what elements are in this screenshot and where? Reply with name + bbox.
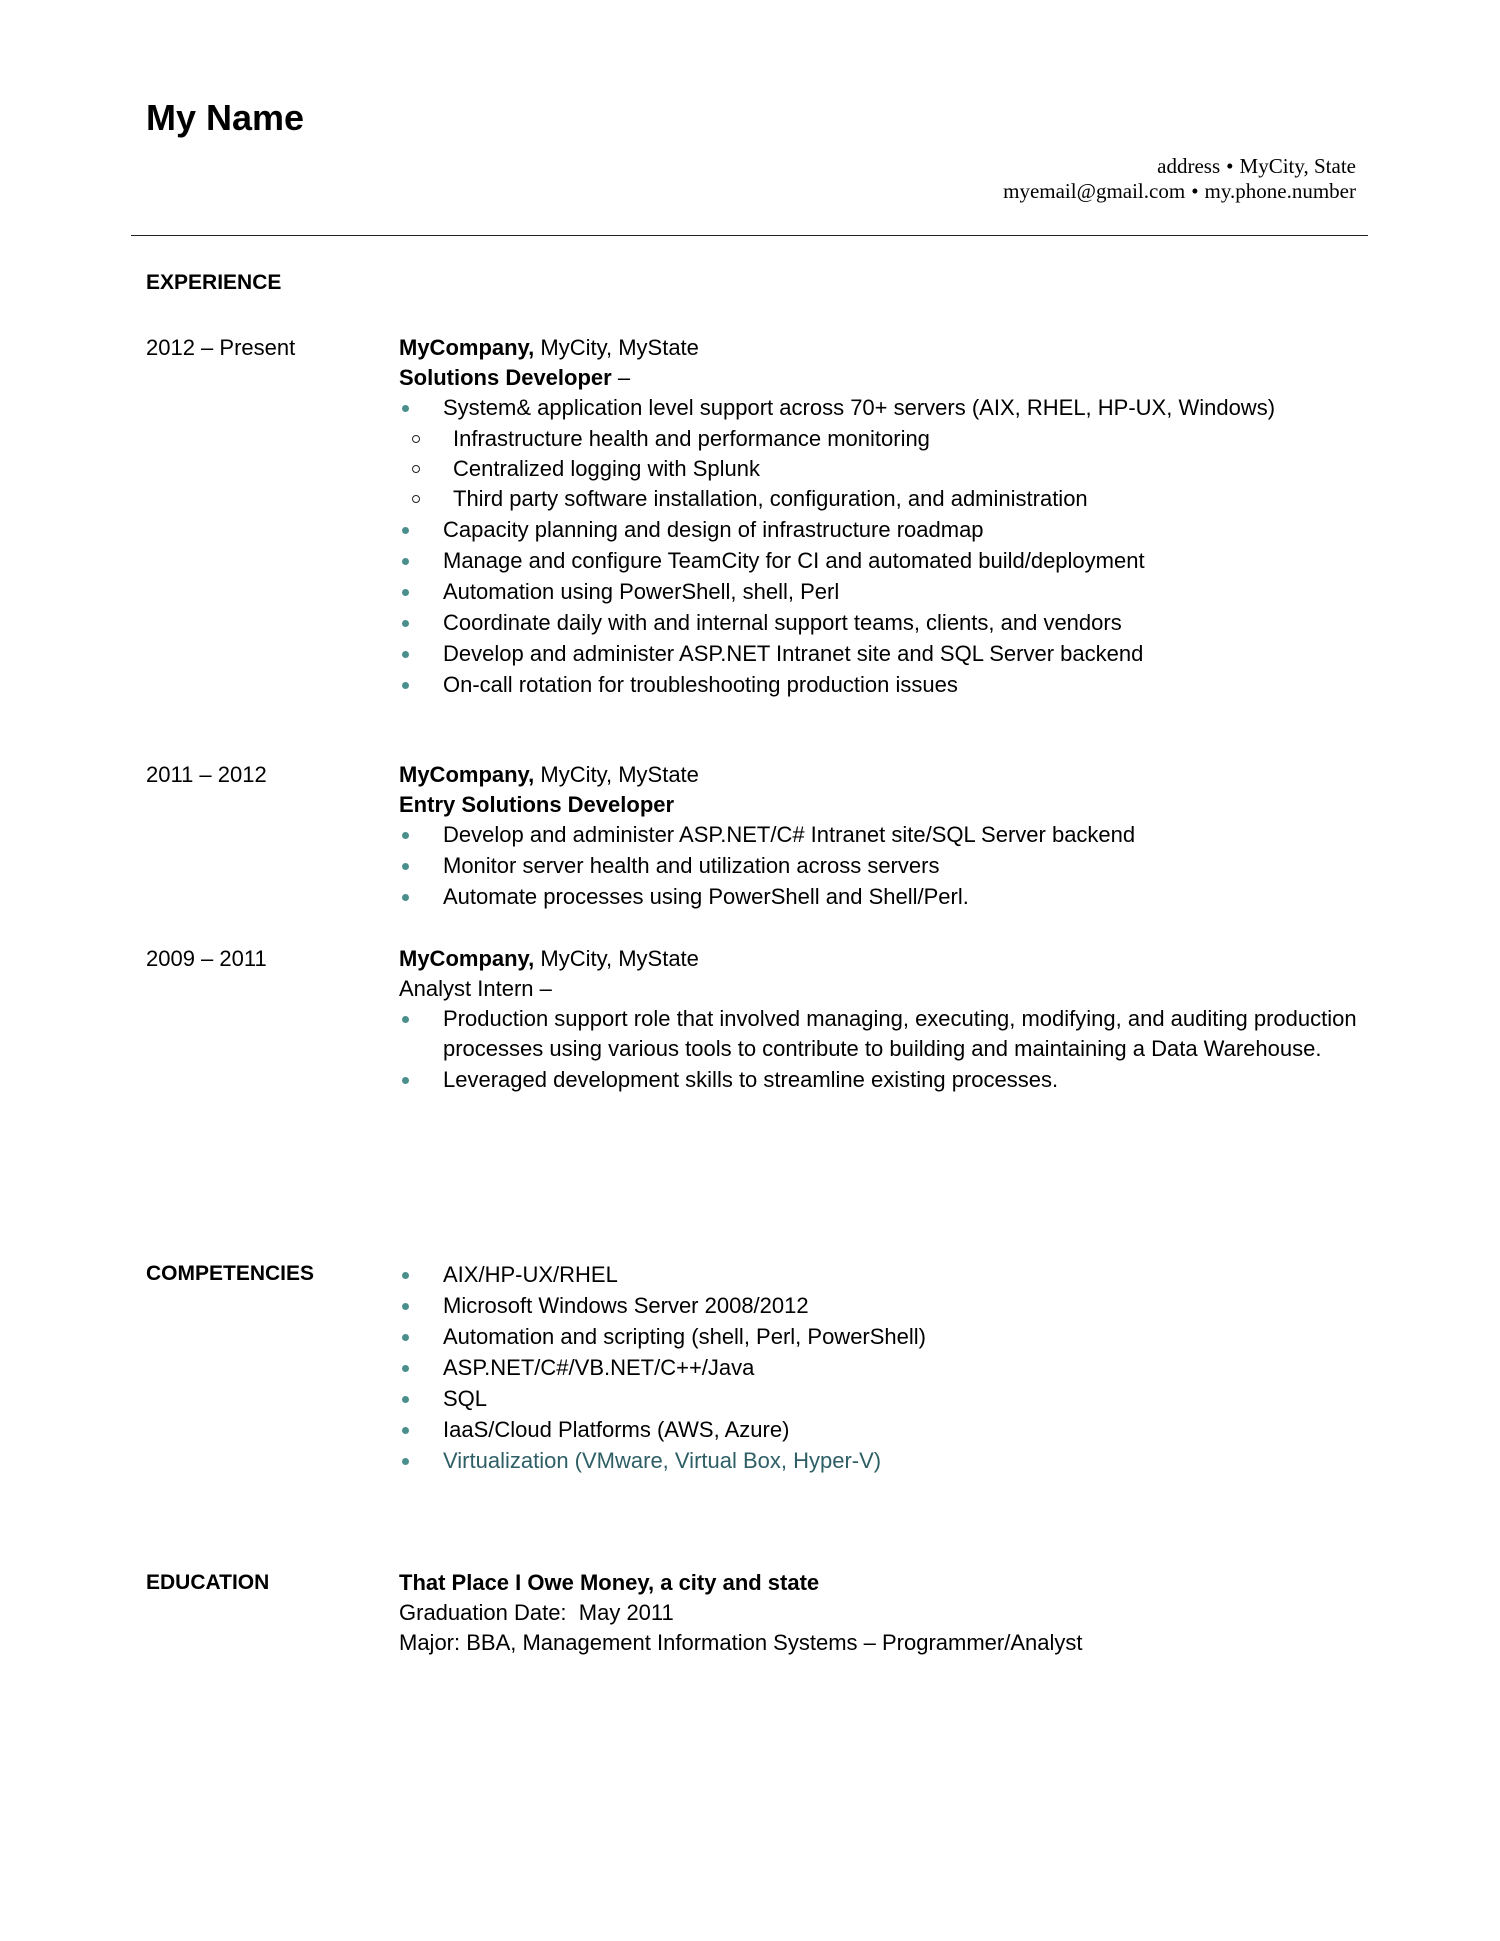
job-2-dates: 2011 – 2012 — [146, 762, 267, 787]
competency-text: SQL — [443, 1386, 488, 1411]
job-3-dates: 2009 – 2011 — [146, 946, 267, 971]
list-item — [399, 1065, 1359, 1095]
address: address — [1157, 154, 1221, 178]
list-item — [399, 1291, 1359, 1321]
list-item — [399, 670, 1359, 700]
email: myemail@gmail.com — [1003, 179, 1186, 203]
job-1-bullets — [399, 393, 1359, 423]
education-block — [399, 1568, 1359, 1658]
competencies-heading: COMPETENCIES — [146, 1262, 315, 1285]
list-item — [399, 882, 1359, 912]
bullet-text: Manage and configure TeamCity for CI and automated build/deployment — [443, 548, 1145, 573]
bullet-text: Coordinate daily with and internal support teams, clients, and vendors — [443, 610, 1122, 635]
job-1-company-line — [399, 333, 1359, 363]
competencies-block — [399, 1260, 1359, 1477]
job-2-company-line — [399, 760, 1359, 790]
list-item — [399, 393, 1359, 423]
job-3-bullets — [399, 1004, 1359, 1095]
school-name: That Place I Owe Money, a city and state — [399, 1570, 820, 1595]
bullet-text: System& application level support across 70+ servers (AIX, RHEL, HP-UX, Windows) — [443, 395, 1276, 420]
list-item — [399, 424, 1359, 454]
job-2-company: MyCompany, — [399, 762, 535, 787]
job-2-title: Entry Solutions Developer — [399, 792, 675, 817]
experience-heading: EXPERIENCE — [146, 271, 282, 294]
job-1-title: Solutions Developer — [399, 365, 612, 390]
bullet-text: Develop and administer ASP.NET/C# Intranet site/SQL Server backend — [443, 822, 1136, 847]
list-item — [399, 1384, 1359, 1414]
list-item — [399, 608, 1359, 638]
competency-text: IaaS/Cloud Platforms (AWS, Azure) — [443, 1417, 790, 1442]
separator: • — [1191, 179, 1199, 203]
bullet-icon — [402, 651, 409, 658]
job-2-location: MyCity, MyState — [540, 762, 699, 787]
bullet-icon — [402, 1458, 409, 1465]
bullet-text: On-call rotation for troubleshooting production issues — [443, 672, 958, 697]
job-2-bullets — [399, 820, 1359, 912]
competencies-list — [399, 1260, 1359, 1476]
bullet-text: Automate processes using PowerShell and Shell/Perl. — [443, 884, 969, 909]
competency-text: Virtualization (VMware, Virtual Box, Hyper-V) — [443, 1448, 882, 1473]
competency-text: Automation and scripting (shell, Perl, PowerShell) — [443, 1324, 927, 1349]
resume-name: My Name — [146, 97, 305, 138]
list-item — [399, 1260, 1359, 1290]
separator: • — [1226, 154, 1234, 178]
job-1-dates: 2012 – Present — [146, 335, 296, 360]
job-3-company: MyCompany, — [399, 946, 535, 971]
phone: my.phone.number — [1204, 179, 1356, 203]
job-1-company: MyCompany, — [399, 335, 535, 360]
bullet-icon — [402, 1272, 409, 1279]
graduation-date: Graduation Date: May 2011 — [399, 1600, 674, 1625]
job-1-bullets-continued — [399, 515, 1359, 700]
bullet-icon — [402, 620, 409, 627]
city-state: MyCity, State — [1239, 154, 1356, 178]
email-phone-line — [1003, 179, 1356, 204]
bullet-icon — [402, 1016, 409, 1023]
bullet-text: Capacity planning and design of infrastructure roadmap — [443, 517, 984, 542]
job-3-title: Analyst Intern – — [399, 976, 552, 1001]
bullet-icon — [402, 1365, 409, 1372]
bullet-icon — [402, 1077, 409, 1084]
education-heading: EDUCATION — [146, 1571, 270, 1594]
bullet-icon — [402, 1427, 409, 1434]
bullet-text: Develop and administer ASP.NET Intranet site and SQL Server backend — [443, 641, 1144, 666]
bullet-icon — [402, 894, 409, 901]
list-item — [399, 1322, 1359, 1352]
bullet-icon — [402, 589, 409, 596]
list-item — [399, 546, 1359, 576]
list-item — [399, 577, 1359, 607]
list-item — [399, 484, 1359, 514]
bullet-text: Automation using PowerShell, shell, Perl — [443, 579, 840, 604]
list-item — [399, 851, 1359, 881]
major: Major: BBA, Management Information Systems – Programmer/Analyst — [399, 1630, 1083, 1655]
job-1-title-line — [399, 363, 1359, 393]
job-3-location: MyCity, MyState — [540, 946, 699, 971]
list-item — [399, 1004, 1359, 1064]
bullet-text: Leveraged development skills to streamline existing processes. — [443, 1067, 1059, 1092]
list-item — [399, 515, 1359, 545]
list-item — [399, 1415, 1359, 1445]
header-divider — [131, 235, 1368, 236]
bullet-text: Production support role that involved managing, executing, modifying, and auditing production processes using various tools to contribute to building and maintaining a Data Warehouse. — [443, 1006, 1357, 1061]
job-1-location: MyCity, MyState — [540, 335, 699, 360]
sub-bullet-text: Third party software installation, configuration, and administration — [453, 486, 1088, 511]
contact-block — [1003, 154, 1356, 204]
bullet-text: Monitor server health and utilization across servers — [443, 853, 940, 878]
hollow-bullet-icon — [412, 465, 420, 473]
job-3-company-line — [399, 944, 1359, 974]
competency-text: ASP.NET/C#/VB.NET/C++/Java — [443, 1355, 755, 1380]
list-item — [399, 639, 1359, 669]
job-1-title-suffix: – — [617, 365, 631, 390]
list-item — [399, 1353, 1359, 1383]
hollow-bullet-icon — [412, 435, 420, 443]
sub-bullet-text: Centralized logging with Splunk — [453, 456, 760, 481]
competency-text: Microsoft Windows Server 2008/2012 — [443, 1293, 809, 1318]
address-line — [1003, 154, 1356, 179]
bullet-icon — [402, 558, 409, 565]
bullet-icon — [402, 863, 409, 870]
bullet-icon — [402, 832, 409, 839]
job-3 — [399, 944, 1359, 1096]
competency-text: AIX/HP-UX/RHEL — [443, 1262, 618, 1287]
bullet-icon — [402, 1303, 409, 1310]
bullet-icon — [402, 1396, 409, 1403]
bullet-icon — [402, 682, 409, 689]
hollow-bullet-icon — [412, 495, 420, 503]
job-2 — [399, 760, 1359, 913]
job-1-sub-bullets — [399, 424, 1359, 514]
job-1 — [399, 333, 1359, 701]
list-item — [399, 454, 1359, 484]
sub-bullet-text: Infrastructure health and performance monitoring — [453, 426, 930, 451]
bullet-icon — [402, 527, 409, 534]
bullet-icon — [402, 1334, 409, 1341]
bullet-icon — [402, 405, 409, 412]
list-item — [399, 1446, 1359, 1476]
list-item — [399, 820, 1359, 850]
